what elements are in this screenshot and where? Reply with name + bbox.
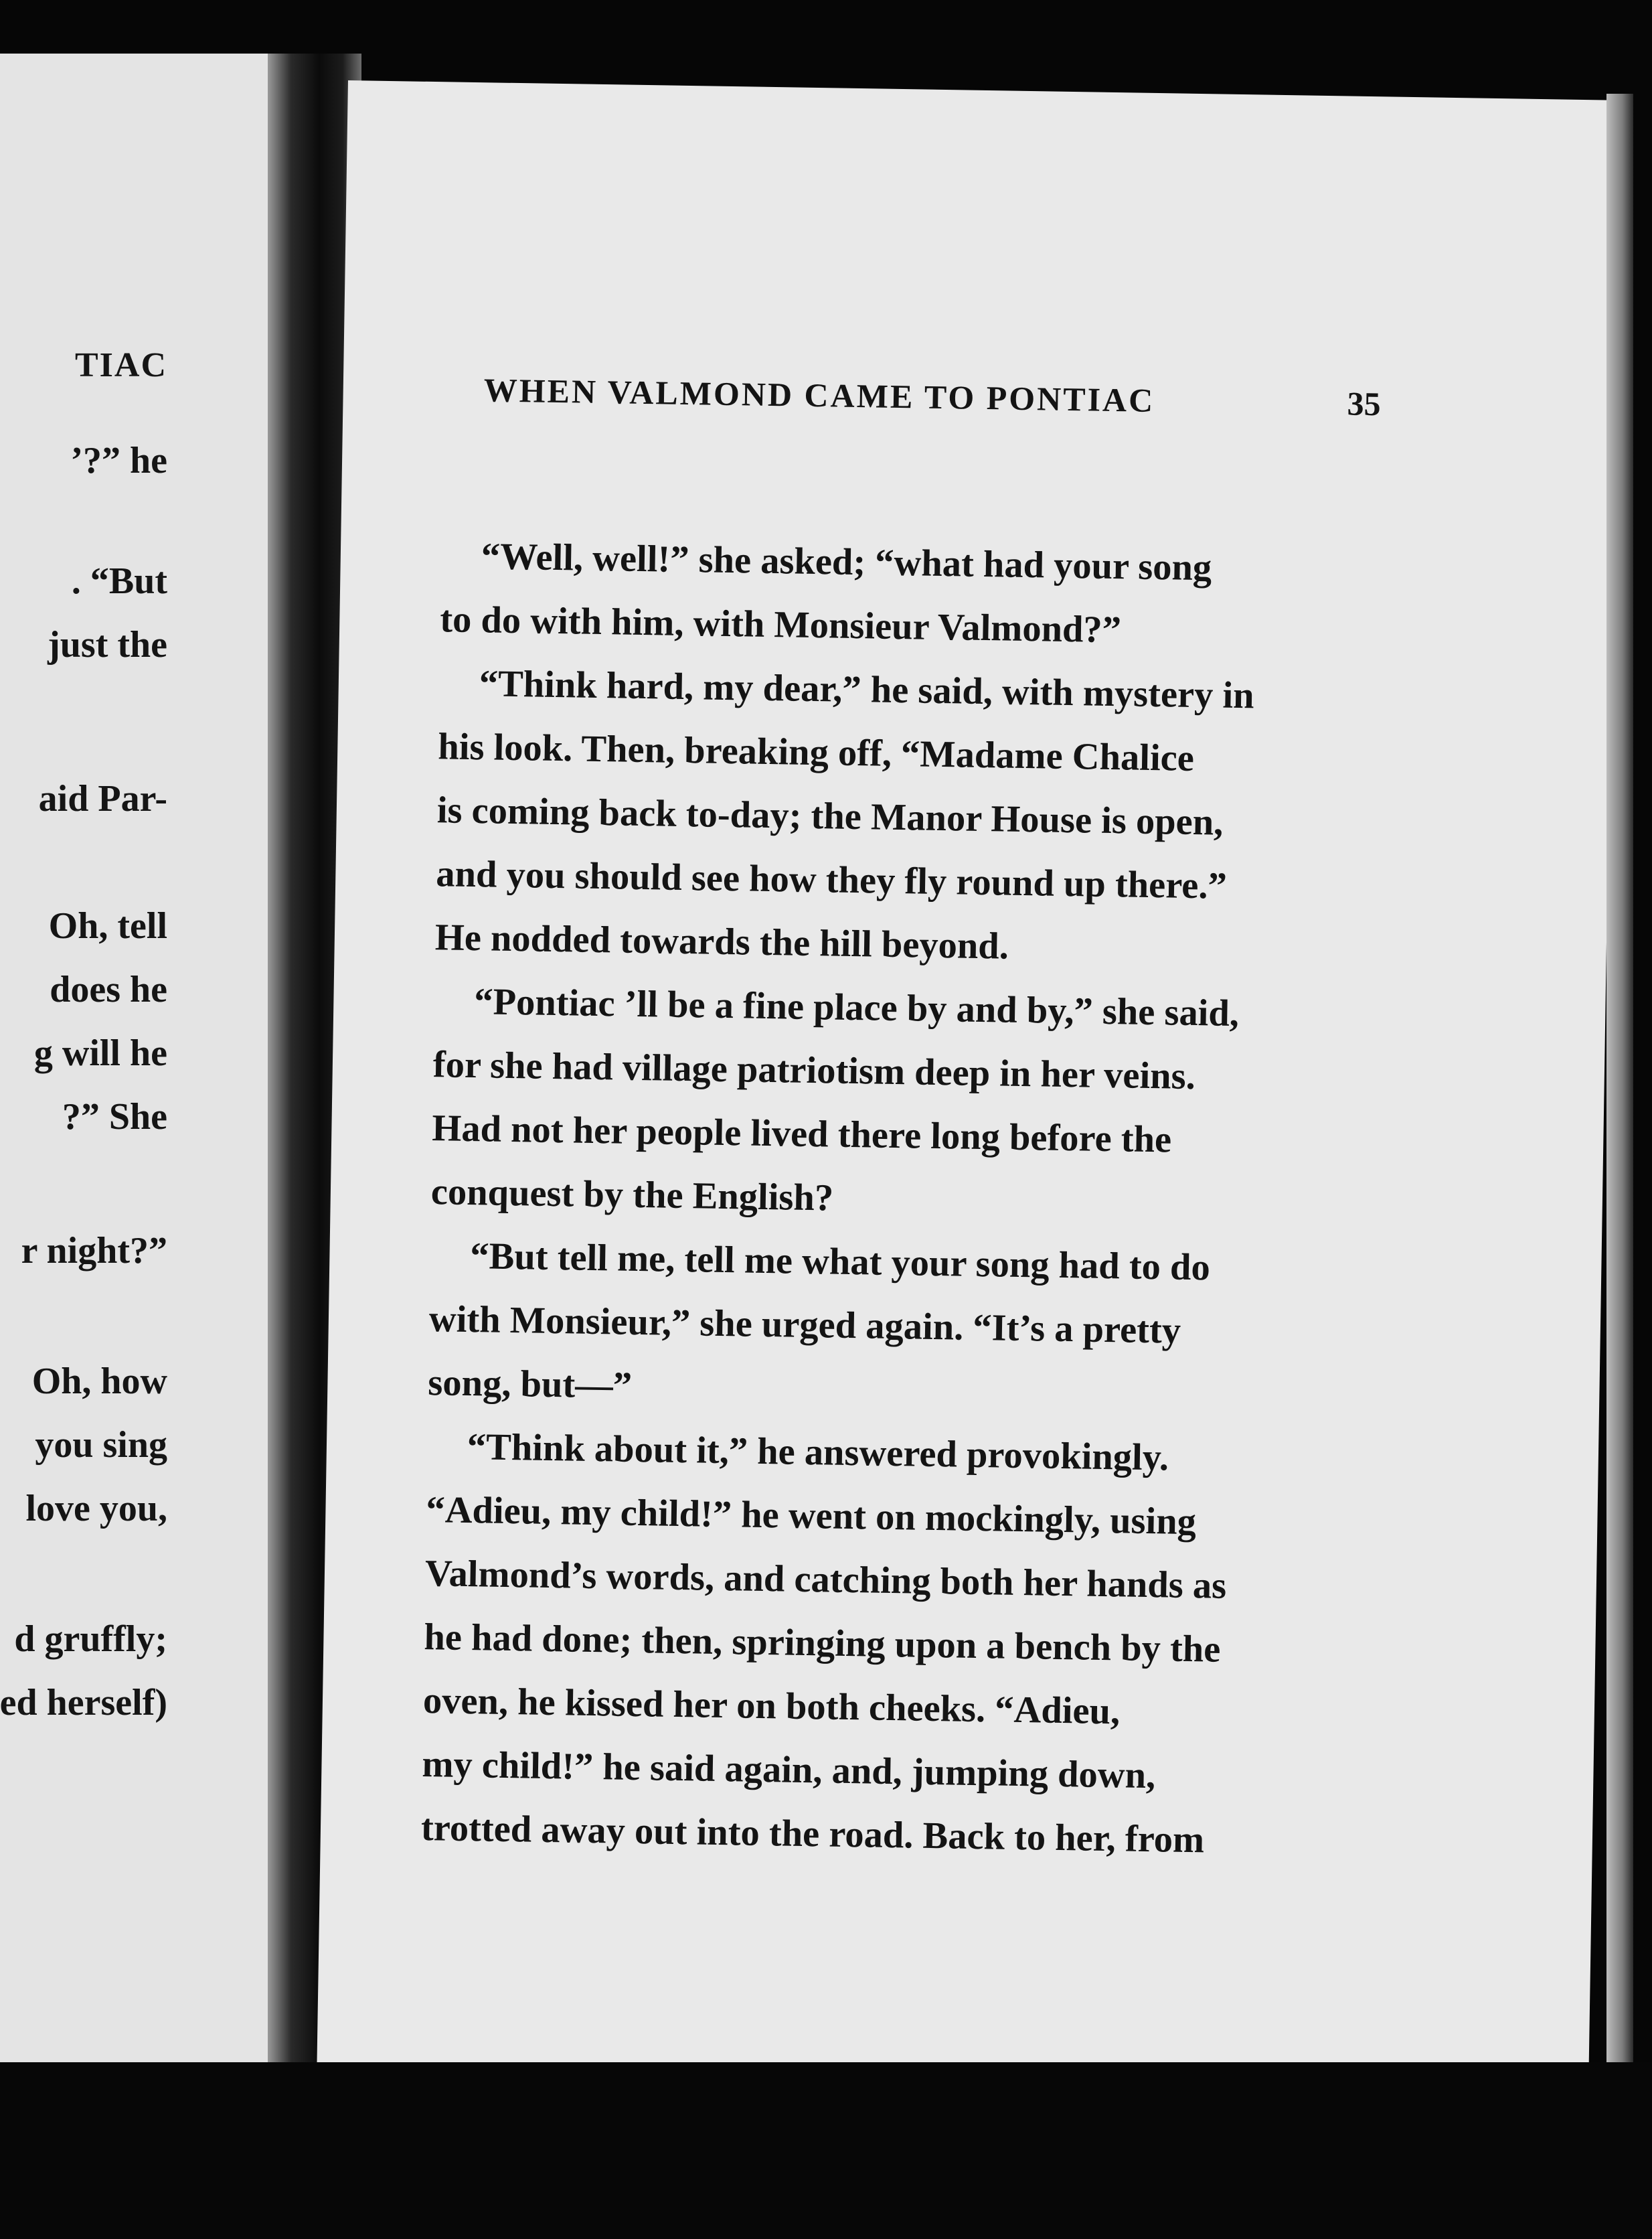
page-header	[483, 370, 1381, 423]
text-line: his look. Then, breaking off, “Madame Chalice	[437, 726, 1195, 779]
left-line: ed herself)	[0, 1682, 167, 1723]
left-line: aid Par-	[38, 778, 167, 820]
right-page	[317, 80, 1620, 2102]
left-line: . “But	[71, 560, 167, 602]
page-edge-shadow	[1606, 94, 1633, 2089]
left-running-head-fragment: TIAC	[74, 346, 167, 384]
text-line: he had done; then, springing upon a bench by the	[424, 1616, 1221, 1671]
text-line: “Adieu, my child!” he went on mockingly, using	[425, 1489, 1197, 1543]
text-line: “Well, well!” she asked; “what had your song	[481, 536, 1212, 589]
left-line: r night?”	[21, 1230, 167, 1271]
text-line: oven, he kissed her on both cheeks. “Adieu,	[422, 1680, 1121, 1733]
text-line: my child!” he said again, and, jumping down,	[422, 1744, 1156, 1797]
left-line: g will he	[33, 1032, 167, 1074]
left-line: Oh, tell	[48, 905, 167, 947]
left-line: ?” She	[62, 1096, 167, 1138]
left-line: Oh, how	[31, 1361, 167, 1402]
left-line: does he	[50, 969, 167, 1010]
text-line: “Think about it,” he answered provokingly.	[467, 1426, 1169, 1479]
text-line: with Monsieur,” she urged again. “It’s a pretty	[428, 1298, 1181, 1352]
left-line: love you,	[25, 1488, 167, 1529]
left-line: ’?” he	[70, 440, 167, 481]
scan-bottom-margin	[0, 2062, 1652, 2239]
text-line: Valmond’s words, and catching both her hands as	[424, 1553, 1227, 1607]
text-line: Had not her people lived there long before the	[431, 1107, 1172, 1161]
left-page	[0, 54, 268, 2062]
left-line: d gruffly;	[14, 1618, 167, 1660]
page-number: 35	[1347, 384, 1382, 423]
text-line: song, but—”	[427, 1362, 633, 1407]
text-line: He nodded towards the hill beyond.	[434, 917, 1009, 968]
left-line: you sing	[35, 1424, 167, 1466]
text-line: trotted away out into the road. Back to her, from	[420, 1807, 1205, 1861]
left-line: just the	[48, 624, 167, 666]
text-line: is coming back to-day; the Manor House is open,	[436, 789, 1224, 844]
text-line: to do with him, with Monsieur Valmond?”	[439, 599, 1122, 651]
running-head: WHEN VALMOND CAME TO PONTIAC	[483, 371, 1155, 419]
text-line: for she had village patriotism deep in her veins.	[432, 1044, 1196, 1098]
text-line: “Pontiac ’ll be a fine place by and by,” she said,	[473, 981, 1240, 1035]
text-line: conquest by the English?	[430, 1171, 834, 1219]
text-line: “But tell me, tell me what your song had to do	[469, 1235, 1211, 1289]
text-line: “Think hard, my dear,” he said, with mystery in	[479, 663, 1255, 717]
text-line: and you should see how they fly round up there.”	[435, 853, 1228, 907]
